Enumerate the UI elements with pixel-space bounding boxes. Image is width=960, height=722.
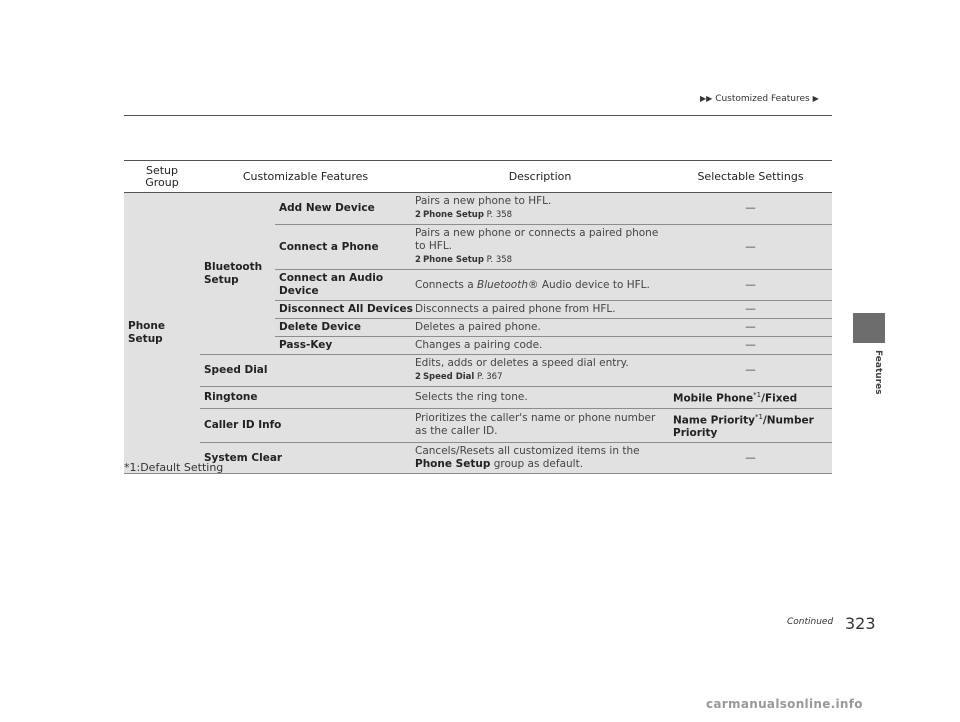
bluetooth-term: Bluetooth	[477, 278, 528, 291]
header-selectable-settings: Selectable Settings	[669, 161, 832, 193]
setting-cell	[669, 408, 832, 443]
cross-reference[interactable]	[415, 371, 665, 384]
feature-connect-a-phone: Connect a Phone	[275, 225, 411, 270]
setting-cell: —	[669, 443, 832, 474]
description-text: Connects a	[415, 278, 478, 291]
description-text: Pairs a new phone to HFL.	[415, 195, 552, 207]
description-cell: Disconnects a paired phone from HFL.	[411, 301, 669, 319]
cross-reference[interactable]	[415, 209, 665, 222]
reference-arrow-icon: 2	[415, 372, 421, 382]
description-text: Edits, adds or deletes a speed dial entry.	[415, 357, 629, 369]
triangle-icon: ▶	[812, 94, 819, 103]
table-row	[124, 193, 832, 225]
ref-page: P. 358	[486, 255, 513, 265]
footnote: *1:Default Setting	[124, 461, 224, 474]
triangle-icon: ▶▶	[700, 94, 713, 103]
description-cell	[411, 225, 669, 270]
description-cell	[411, 270, 669, 301]
setting-default: Mobile Phone	[673, 392, 754, 405]
footnote-mark: *1	[754, 412, 763, 421]
feature-delete-device: Delete Device	[275, 319, 411, 337]
setting-cell: —	[669, 301, 832, 319]
ref-title: Speed Dial	[422, 372, 475, 382]
table-row	[124, 355, 832, 387]
feature-speed-dial: Speed Dial	[200, 355, 411, 387]
header-setup-group: Setup Group	[124, 161, 200, 193]
ref-page: P. 367	[477, 372, 503, 382]
reference-arrow-icon: 2	[415, 255, 421, 265]
reference-arrow-icon: 2	[415, 210, 421, 220]
table-header-row	[124, 161, 832, 193]
setting-cell: —	[669, 337, 832, 355]
header-rule	[124, 115, 832, 116]
description-cell	[411, 355, 669, 387]
phone-setup-term: Phone Setup	[415, 458, 491, 470]
description-cell: Selects the ring tone.	[411, 387, 669, 409]
feature-system-clear: System Clear	[200, 443, 411, 474]
continued-label: Continued	[787, 617, 834, 627]
feature-connect-audio-device: Connect an Audio Device	[275, 270, 411, 301]
ref-title: Phone Setup	[422, 255, 484, 265]
description-cell: Changes a pairing code.	[411, 337, 669, 355]
subgroup-bluetooth-setup: Bluetooth Setup	[200, 193, 275, 355]
table-row	[124, 408, 832, 443]
phone-setup-table	[124, 160, 832, 474]
setting-cell: —	[669, 355, 832, 387]
ref-title: Phone Setup	[422, 210, 484, 220]
page-number: 323	[845, 614, 876, 633]
description-text-end: Audio device to HFL.	[538, 278, 650, 291]
description-cell	[411, 443, 669, 474]
setting-cell: —	[669, 319, 832, 337]
setting-cell: —	[669, 225, 832, 270]
setting-cell: —	[669, 270, 832, 301]
description-cell: Prioritizes the caller's name or phone number as the caller ID.	[411, 408, 669, 443]
setting-cell	[669, 387, 832, 409]
setting-alternative: /Fixed	[761, 392, 798, 405]
registered-mark: ®	[528, 278, 539, 291]
feature-caller-id-info: Caller ID Info	[200, 408, 411, 443]
description-text-end: group as default.	[490, 458, 584, 470]
breadcrumb-label: Customized Features	[715, 94, 810, 104]
setting-default: Name Priority	[673, 414, 755, 426]
description-cell: Deletes a paired phone.	[411, 319, 669, 337]
watermark: carmanualsonline.info	[706, 697, 863, 711]
feature-disconnect-all-devices: Disconnect All Devices	[275, 301, 411, 319]
description-text: Pairs a new phone or connects a paired phone to HFL.	[415, 227, 659, 252]
cross-reference[interactable]	[415, 254, 665, 267]
setting-alternative: /Number Priority	[673, 414, 814, 439]
feature-pass-key: Pass-Key	[275, 337, 411, 355]
description-cell	[411, 193, 669, 225]
section-tab	[853, 313, 885, 343]
feature-ringtone: Ringtone	[200, 387, 411, 409]
setting-cell: —	[669, 193, 832, 225]
description-text: Cancels/Resets all customized items in the	[415, 445, 640, 457]
section-tab-label: Features	[873, 350, 883, 395]
table-row	[124, 387, 832, 409]
header-customizable-features: Customizable Features	[200, 161, 411, 193]
footnote-mark: *1	[753, 391, 762, 399]
table-row	[124, 443, 832, 474]
breadcrumb	[700, 94, 819, 104]
feature-add-new-device: Add New Device	[275, 193, 411, 225]
header-description: Description	[411, 161, 669, 193]
ref-page: P. 358	[486, 210, 513, 220]
group-phone-setup: Phone Setup	[124, 193, 200, 474]
